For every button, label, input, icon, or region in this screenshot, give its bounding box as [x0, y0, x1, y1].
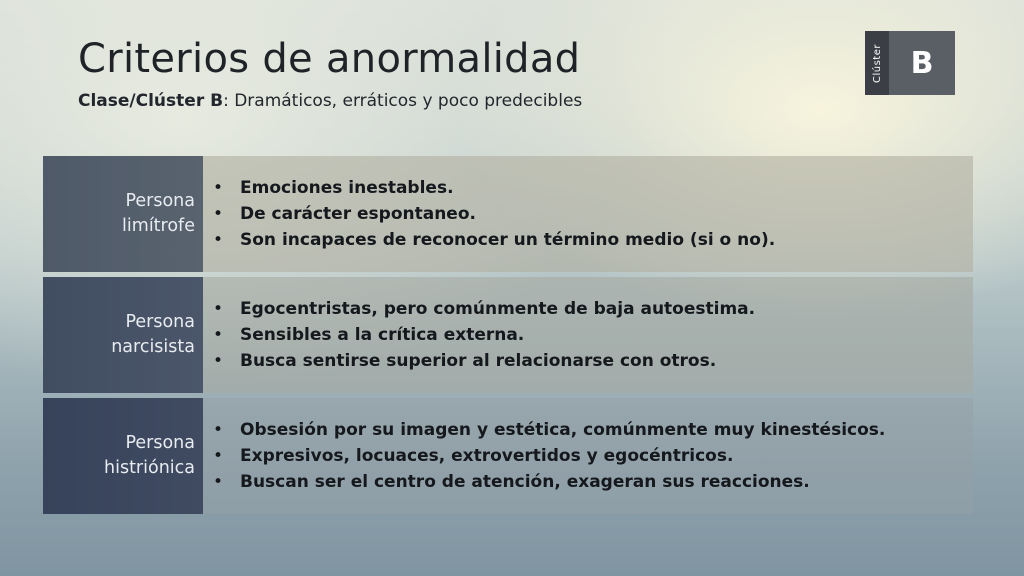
bullet-item: • Buscan ser el centro de atención, exageran sus reacciones. — [211, 469, 885, 495]
bullet-item: • Son incapaces de reconocer un término medio (si o no). — [211, 227, 775, 253]
row-label-line1: Persona — [125, 312, 195, 332]
bullet-list — [203, 417, 885, 495]
cluster-badge-side — [865, 31, 889, 95]
row-body — [203, 156, 973, 272]
cluster-badge-side-label: Clúster — [871, 43, 883, 83]
bullet-item: • Sensibles a la crítica externa. — [211, 322, 755, 348]
criteria-row-limitrofe — [43, 156, 973, 272]
bullet-list — [203, 296, 755, 374]
bullet-item: • De carácter espontaneo. — [211, 201, 775, 227]
row-label — [43, 398, 203, 514]
bullet-list — [203, 175, 775, 253]
page-title: Criterios de anormalidad — [78, 36, 581, 82]
row-label — [43, 277, 203, 393]
row-label-line1: Persona — [125, 191, 195, 211]
page-subtitle — [78, 91, 582, 111]
subtitle-description: : Dramáticos, erráticos y poco predecibles — [223, 91, 583, 111]
criteria-table — [43, 156, 973, 519]
subtitle-cluster-label: Clase/Clúster B — [78, 91, 224, 111]
bullet-item: • Busca sentirse superior al relacionarse con otros. — [211, 348, 755, 374]
row-label-line1: Persona — [125, 433, 195, 453]
row-label-line2: limítrofe — [122, 216, 195, 236]
criteria-row-histrionica — [43, 398, 973, 514]
row-label-line2: narcisista — [111, 337, 195, 357]
criteria-row-narcisista — [43, 277, 973, 393]
row-label — [43, 156, 203, 272]
bullet-item: • Emociones inestables. — [211, 175, 775, 201]
bullet-item: • Expresivos, locuaces, extrovertidos y egocéntricos. — [211, 443, 885, 469]
cluster-badge-letter: B — [889, 31, 955, 95]
cluster-badge — [865, 31, 955, 95]
bullet-item: • Egocentristas, pero comúnmente de baja autoestima. — [211, 296, 755, 322]
row-body — [203, 398, 973, 514]
row-label-line2: histriónica — [104, 458, 195, 478]
row-body — [203, 277, 973, 393]
bullet-item: • Obsesión por su imagen y estética, comúnmente muy kinestésicos. — [211, 417, 885, 443]
